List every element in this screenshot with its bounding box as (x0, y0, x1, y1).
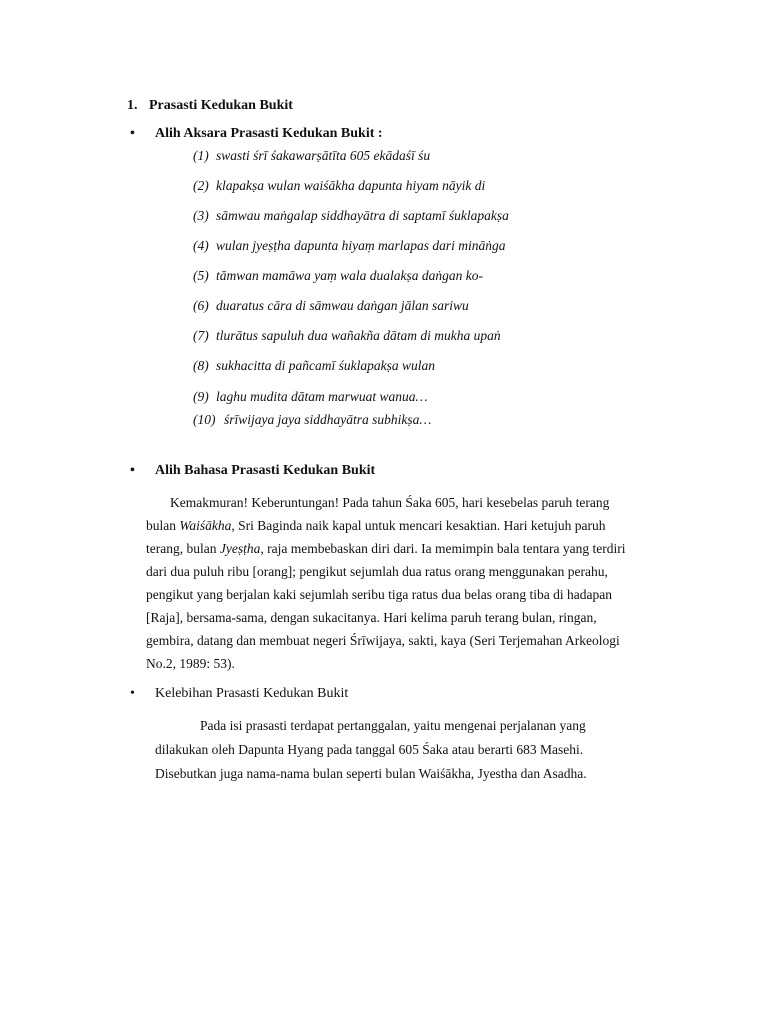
line-number: (10) (193, 412, 216, 427)
paragraph-line (146, 583, 625, 606)
text-run: dari dua puluh ribu [orang]; pengikut sejumlah dua ratus orang menggunakan perahu, (146, 564, 608, 579)
transliteration-line (193, 412, 431, 428)
paragraph-line: dilakukan oleh Dapunta Hyang pada tanggal 605 Śaka atau berarti 683 Masehi. (155, 742, 584, 757)
transliteration-line (193, 328, 501, 344)
paragraph-line (146, 629, 625, 652)
bullet-alih-aksara (130, 126, 383, 142)
bullet-icon: • (130, 126, 135, 141)
translation-paragraph (146, 491, 625, 675)
line-text: tāmwan mamāwa yaṃ wala dualakṣa daṅgan ko- (216, 268, 483, 283)
transliteration-line (193, 298, 469, 314)
text-run: Kemakmuran! Keberuntungan! Pada tahun Śaka 605, hari kesebelas paruh terang (170, 495, 610, 510)
heading-number: 1. (127, 98, 138, 113)
paragraph-line (146, 606, 625, 629)
text-run: gembira, datang dan membuat negeri Śrīwijaya, sakti, kaya (Seri Terjemahan Arkeologi (146, 633, 620, 648)
text-run: , Sri Baginda naik kapal untuk mencari kesaktian. Hari ketujuh paruh (231, 518, 606, 533)
text-run: [Raja], bersama-sama, dengan sukacitanya. Hari kelima paruh terang bulan, ringan, (146, 610, 597, 625)
transliteration-line (193, 178, 485, 194)
text-run: pengikut yang berjalan kaki sejumlah seribu tiga ratus dua belas orang tiba di hadapan (146, 587, 612, 602)
text-run: bulan (146, 518, 180, 533)
paragraph-line (146, 514, 625, 537)
paragraph-line (146, 537, 625, 560)
line-number: (6) (193, 298, 209, 313)
kelebihan-paragraph (155, 714, 587, 786)
bullet-icon: • (130, 686, 135, 701)
line-text: sukhacitta di pañcamī śuklapakṣa wulan (216, 358, 435, 373)
kelebihan-title: Kelebihan Prasasti Kedukan Bukit (155, 686, 349, 701)
line-text: wulan jyeṣṭha dapunta hiyaṃ marlapas dari mināṅga (216, 238, 506, 253)
alih-aksara-title: Alih Aksara Prasasti Kedukan Bukit : (155, 126, 383, 141)
text-run: No.2, 1989: 53). (146, 656, 235, 671)
line-text: śrīwijaya jaya siddhayātra subhikṣa… (224, 412, 432, 427)
transliteration-line (193, 148, 430, 164)
line-number: (1) (193, 148, 209, 163)
section-heading (127, 98, 293, 114)
bullet-icon: • (130, 463, 135, 478)
paragraph-line (146, 491, 625, 514)
bullet-kelebihan (130, 686, 348, 702)
line-text: sāmwau maṅgalap siddhayātra di saptamī śuklapakṣa (216, 208, 509, 223)
italic-term: Waiśākha (179, 518, 232, 533)
paragraph-line (146, 560, 625, 583)
italic-term: Jyeṣṭha (219, 541, 261, 556)
line-text: klapakṣa wulan waiśākha dapunta hiyam nāyik di (216, 178, 486, 193)
line-number: (8) (193, 358, 209, 373)
bullet-alih-bahasa (130, 463, 375, 479)
heading-title: Prasasti Kedukan Bukit (149, 98, 293, 113)
line-number: (4) (193, 238, 209, 253)
line-number: (5) (193, 268, 209, 283)
line-number: (2) (193, 178, 209, 193)
text-run: , raja membebaskan diri dari. Ia memimpin bala tentara yang terdiri (260, 541, 626, 556)
transliteration-line (193, 358, 435, 374)
line-text: duaratus cāra di sāmwau daṅgan jālan sariwu (216, 298, 469, 313)
transliteration-line (193, 208, 509, 224)
text-run: terang, bulan (146, 541, 220, 556)
paragraph-line: Pada isi prasasti terdapat pertanggalan, yaitu mengenai perjalanan yang (200, 718, 586, 733)
alih-bahasa-title: Alih Bahasa Prasasti Kedukan Bukit (155, 463, 376, 478)
paragraph-line (146, 652, 625, 675)
transliteration-line (193, 389, 428, 405)
paragraph-line: Disebutkan juga nama-nama bulan seperti bulan Waiśākha, Jyestha dan Asadha. (155, 766, 587, 781)
line-text: tlurātus sapuluh dua wañakña dātam di mukha upaṅ (216, 328, 501, 343)
line-number: (7) (193, 328, 209, 343)
line-text: swasti śrī śakawarṣātīta 605 ekādaśī śu (216, 148, 431, 163)
transliteration-line (193, 268, 483, 284)
line-number: (9) (193, 389, 209, 404)
transliteration-line (193, 238, 506, 254)
line-text: laghu mudita dātam marwuat wanua… (216, 389, 428, 404)
line-number: (3) (193, 208, 209, 223)
